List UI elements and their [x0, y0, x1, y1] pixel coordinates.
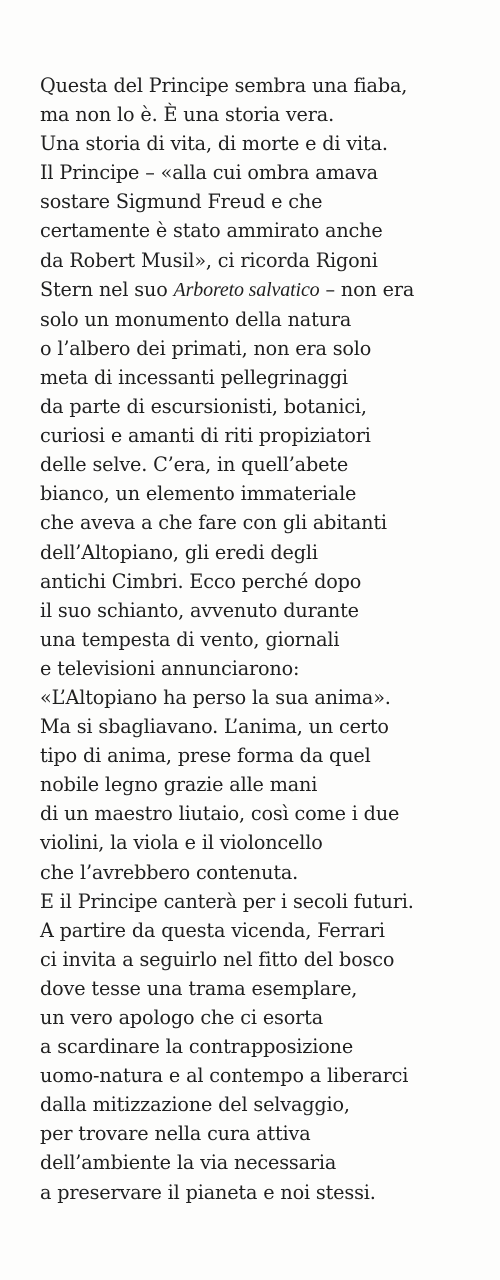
- text-line: tipo di anima, prese forma da quel: [40, 744, 371, 768]
- text-line: uomo-natura e al contempo a liberarci: [40, 1064, 409, 1088]
- text-line: ma non lo è. È una storia vera.: [40, 103, 335, 127]
- text-line-with-title: [40, 275, 480, 305]
- text-line: Il Principe – «alla cui ombra amava: [40, 161, 378, 185]
- text-line: per trovare nella cura attiva: [40, 1122, 311, 1146]
- text-line: certamente è stato ammirato anche: [40, 219, 383, 243]
- text-line: delle selve. C’era, in quell’abete: [40, 453, 349, 477]
- text-line: che aveva a che fare con gli abitanti: [40, 511, 387, 535]
- text-line: Questa del Principe sembra una fiaba,: [40, 74, 408, 97]
- body-paragraph: [40, 71, 480, 1207]
- book-title-italic: Arboreto salvatico: [173, 278, 320, 301]
- text-line: sostare Sigmund Freud e che: [40, 190, 323, 214]
- text-line: che l’avrebbero contenuta.: [40, 860, 299, 884]
- text-line: ci invita a seguirlo nel fitto del bosco: [40, 947, 395, 971]
- text-line: solo un monumento della natura: [40, 307, 352, 331]
- text-segment: – non era: [319, 277, 415, 301]
- text-line: dalla mitizzazione del selvaggio,: [40, 1093, 350, 1117]
- text-line: dove tesse una trama esemplare,: [40, 976, 358, 1000]
- text-line: a preservare il pianeta e noi stessi.: [40, 1180, 376, 1204]
- text-line: bianco, un elemento immateriale: [40, 482, 357, 506]
- text-line: da parte di escursionisti, botanici,: [40, 395, 367, 419]
- text-line: da Robert Musil», ci ricorda Rigoni: [40, 248, 378, 272]
- text-line: dell’ambiente la via necessaria: [40, 1151, 337, 1175]
- text-line: E il Principe canterà per i secoli futuri.: [40, 889, 414, 913]
- text-line: una tempesta di vento, giornali: [40, 627, 340, 651]
- text-line: Una storia di vita, di morte e di vita.: [40, 132, 388, 156]
- text-line: antichi Cimbri. Ecco perché dopo: [40, 569, 362, 593]
- text-line: di un maestro liutaio, così come i due: [40, 802, 400, 826]
- text-line: nobile legno grazie alle mani: [40, 773, 318, 797]
- text-line: A partire da questa vicenda, Ferrari: [40, 918, 385, 942]
- text-line: curiosi e amanti di riti propiziatori: [40, 424, 371, 448]
- text-line: o l’albero dei primati, non era solo: [40, 336, 372, 360]
- text-line: meta di incessanti pellegrinaggi: [40, 365, 348, 389]
- text-segment: Stern nel suo: [40, 277, 174, 301]
- text-line: «L’Altopiano ha perso la sua anima».: [40, 685, 391, 709]
- text-line: dell’Altopiano, gli eredi degli: [40, 540, 318, 564]
- text-line: il suo schianto, avvenuto durante: [40, 598, 359, 622]
- text-line: Ma si sbagliavano. L’anima, un certo: [40, 715, 389, 739]
- text-line: violini, la viola e il violoncello: [40, 831, 323, 855]
- text-line: a scardinare la contrapposizione: [40, 1035, 354, 1059]
- text-line: un vero apologo che ci esorta: [40, 1006, 323, 1029]
- text-line: e televisioni annunciarono:: [40, 656, 300, 680]
